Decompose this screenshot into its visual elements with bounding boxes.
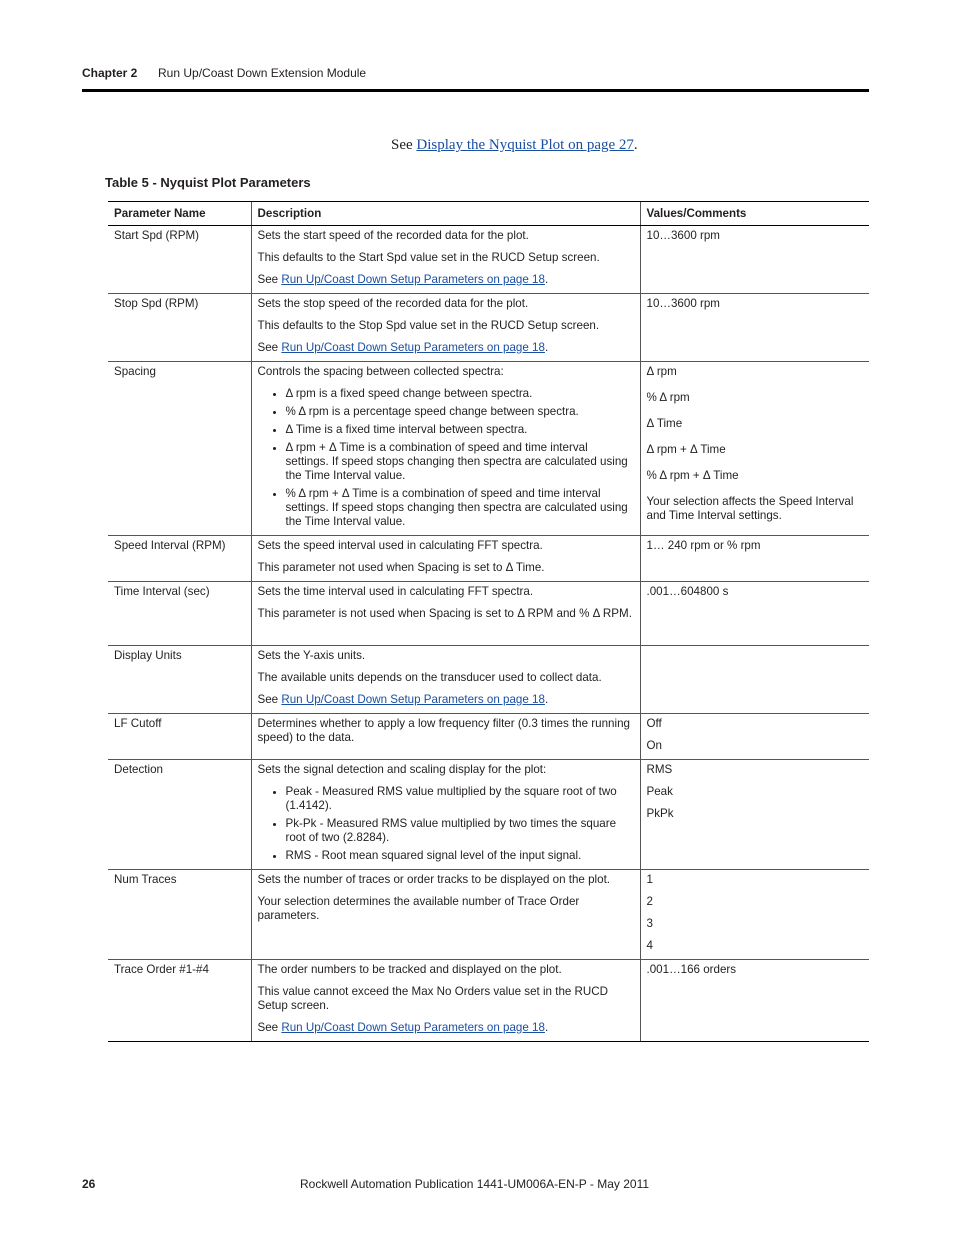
header-rule	[82, 89, 869, 92]
nyquist-parameters-table	[108, 201, 869, 1042]
value-text: .001…604800 s	[646, 585, 729, 598]
param-values	[640, 294, 869, 362]
param-values	[640, 362, 869, 536]
table-row	[108, 646, 869, 714]
param-description	[251, 582, 640, 646]
column-header-parameter: Parameter Name	[108, 202, 251, 226]
param-name: Spacing	[108, 362, 251, 536]
param-description	[251, 226, 640, 294]
table-row	[108, 536, 869, 582]
description-text: Sets the Y-axis units.	[257, 649, 366, 662]
param-description	[251, 646, 640, 714]
value-text: 1… 240 rpm or % rpm	[646, 539, 761, 552]
table-row	[108, 870, 869, 960]
list-item: • % Δ rpm + Δ Time is a combination of speed and time interval settings. If speed stops changing then spectra are calculated using the Time Interval value.	[286, 487, 634, 529]
description-text: The available units depends on the transducer used to collect data.	[257, 671, 602, 684]
setup-parameters-link[interactable]: Run Up/Coast Down Setup Parameters on page 18	[281, 273, 545, 286]
description-text: Sets the signal detection and scaling display for the plot:	[257, 763, 547, 776]
description-text: This value cannot exceed the Max No Orders value set in the RUCD Setup screen.	[257, 985, 609, 1012]
value-text: Δ Time	[646, 417, 683, 430]
list-item: • Δ rpm is a fixed speed change between spectra.	[286, 387, 634, 401]
param-name: Speed Interval (RPM)	[108, 536, 251, 582]
description-text: Controls the spacing between collected spectra:	[257, 365, 504, 378]
description-text: This defaults to the Stop Spd value set in the RUCD Setup screen.	[257, 319, 600, 332]
table-header-row	[108, 202, 869, 226]
see-suffix: .	[633, 137, 638, 153]
value-text: 1	[646, 873, 653, 886]
see-reference: See Run Up/Coast Down Setup Parameters on page 18.	[257, 273, 549, 286]
value-text: 4	[646, 939, 653, 952]
table-row	[108, 362, 869, 536]
list-item: • Δ Time is a fixed time interval between spectra.	[286, 423, 634, 437]
value-text: On	[646, 739, 662, 752]
param-values	[640, 582, 869, 646]
chapter-label: Chapter 2	[82, 66, 138, 80]
page-number: 26	[82, 1177, 96, 1191]
see-reference	[391, 137, 638, 154]
description-text: Your selection determines the available number of Trace Order parameters.	[257, 895, 580, 922]
see-reference: See Run Up/Coast Down Setup Parameters on page 18.	[257, 1021, 549, 1034]
see-reference: See Run Up/Coast Down Setup Parameters on page 18.	[257, 693, 549, 706]
param-name: Display Units	[108, 646, 251, 714]
table-row	[108, 760, 869, 870]
description-text: Determines whether to apply a low frequency filter (0.3 times the running speed) to the data.	[257, 717, 630, 744]
value-text: 2	[646, 895, 653, 908]
param-name: LF Cutoff	[108, 714, 251, 760]
param-values	[640, 226, 869, 294]
description-text: This parameter not used when Spacing is set to Δ Time.	[257, 561, 545, 574]
value-text: Your selection affects the Speed Interval and Time Interval settings.	[646, 495, 854, 522]
param-values	[640, 536, 869, 582]
param-name: Time Interval (sec)	[108, 582, 251, 646]
setup-parameters-link[interactable]: Run Up/Coast Down Setup Parameters on page 18	[281, 341, 545, 354]
param-name: Num Traces	[108, 870, 251, 960]
list-item: • RMS - Root mean squared signal level of the input signal.	[286, 849, 634, 863]
param-name: Trace Order #1-#4	[108, 960, 251, 1042]
value-text: % Δ rpm	[646, 391, 690, 404]
table-row	[108, 582, 869, 646]
description-text: Sets the number of traces or order tracks to be displayed on the plot.	[257, 873, 611, 886]
param-name: Start Spd (RPM)	[108, 226, 251, 294]
running-header	[82, 66, 367, 80]
param-description	[251, 714, 640, 760]
see-reference: See Run Up/Coast Down Setup Parameters on page 18.	[257, 341, 549, 354]
list-item: • Δ rpm + Δ Time is a combination of speed and time interval settings. If speed stops changing then spectra are calculated using the Time Interval value.	[286, 441, 634, 483]
column-header-description: Description	[251, 202, 640, 226]
column-header-values: Values/Comments	[640, 202, 869, 226]
param-description	[251, 870, 640, 960]
bullet-list	[258, 387, 634, 529]
param-description	[251, 362, 640, 536]
value-text: Peak	[646, 785, 673, 798]
param-name: Detection	[108, 760, 251, 870]
value-text: Δ rpm	[646, 365, 677, 378]
chapter-title: Run Up/Coast Down Extension Module	[158, 66, 367, 80]
description-text: This parameter is not used when Spacing is set to Δ RPM and % Δ RPM.	[257, 607, 632, 620]
description-text: This defaults to the Start Spd value set in the RUCD Setup screen.	[257, 251, 600, 264]
bullet-list	[258, 785, 634, 863]
description-text: Sets the time interval used in calculating FFT spectra.	[257, 585, 534, 598]
publication-info: Rockwell Automation Publication 1441-UM006A-EN-P - May 2011	[300, 1177, 650, 1191]
table-row	[108, 714, 869, 760]
description-text: Sets the start speed of the recorded data for the plot.	[257, 229, 529, 242]
param-description	[251, 760, 640, 870]
value-text: .001…166 orders	[646, 963, 737, 976]
setup-parameters-link[interactable]: Run Up/Coast Down Setup Parameters on page 18	[281, 693, 545, 706]
table-caption: Table 5 - Nyquist Plot Parameters	[105, 175, 311, 190]
param-values	[640, 714, 869, 760]
value-text: 3	[646, 917, 653, 930]
value-text: 10…3600 rpm	[646, 297, 720, 310]
list-item: • % Δ rpm is a percentage speed change between spectra.	[286, 405, 634, 419]
value-text: PkPk	[646, 807, 674, 820]
value-text: Off	[646, 717, 662, 730]
param-values	[640, 960, 869, 1042]
param-description	[251, 536, 640, 582]
value-text: RMS	[646, 763, 673, 776]
param-values	[640, 646, 869, 714]
param-name: Stop Spd (RPM)	[108, 294, 251, 362]
list-item: • Peak - Measured RMS value multiplied by the square root of two (1.4142).	[286, 785, 634, 813]
table-row	[108, 226, 869, 294]
value-text: 10…3600 rpm	[646, 229, 720, 242]
table-row	[108, 960, 869, 1042]
param-values	[640, 760, 869, 870]
param-description	[251, 960, 640, 1042]
param-values	[640, 870, 869, 960]
description-text: Sets the speed interval used in calculating FFT spectra.	[257, 539, 543, 552]
see-prefix: See	[391, 137, 417, 153]
nyquist-plot-link[interactable]: Display the Nyquist Plot on page 27	[416, 137, 634, 153]
list-item: • Pk-Pk - Measured RMS value multiplied by two times the square root of two (2.8284).	[286, 817, 634, 845]
description-text: Sets the stop speed of the recorded data for the plot.	[257, 297, 529, 310]
value-text: % Δ rpm + Δ Time	[646, 469, 739, 482]
description-text: The order numbers to be tracked and displayed on the plot.	[257, 963, 562, 976]
table-row	[108, 294, 869, 362]
value-text: Δ rpm + Δ Time	[646, 443, 726, 456]
setup-parameters-link[interactable]: Run Up/Coast Down Setup Parameters on page 18	[281, 1021, 545, 1034]
param-description	[251, 294, 640, 362]
